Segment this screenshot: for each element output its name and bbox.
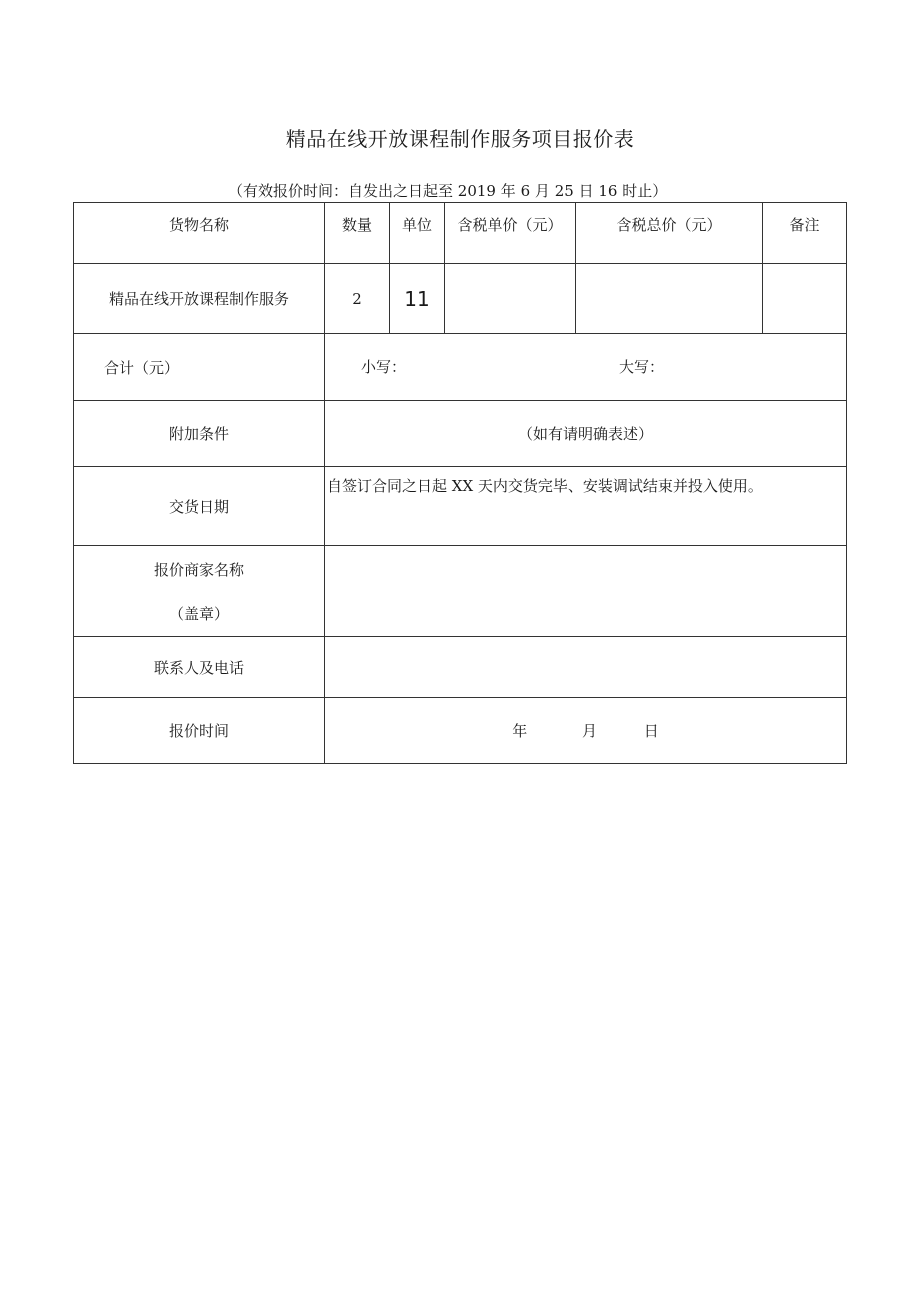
page-title: 精品在线开放课程制作服务项目报价表 — [285, 127, 635, 151]
header-total-price: 含税总价（元） — [576, 203, 763, 264]
validity-day: 25 — [554, 182, 574, 200]
quote-year-label: 年 — [512, 722, 528, 740]
total-small-label: 小写： — [361, 358, 407, 376]
table-row-delivery — [74, 467, 847, 546]
contact-label: 联系人及电话 — [74, 637, 325, 698]
quote-month-label: 月 — [581, 722, 597, 740]
item-unit: 11 — [390, 264, 445, 334]
item-quantity: 2 — [325, 264, 390, 334]
item-remark[interactable] — [763, 264, 847, 334]
quote-time-label: 报价时间 — [74, 698, 325, 764]
validity-day-unit: 日 — [578, 182, 594, 200]
item-unit-price[interactable] — [445, 264, 576, 334]
table-row-item — [74, 264, 847, 334]
validity-month: 6 — [520, 182, 531, 200]
item-total-price[interactable] — [576, 264, 763, 334]
table-row-contact — [74, 637, 847, 698]
header-unit-price: 含税单价（元） — [445, 203, 576, 264]
delivery-value[interactable]: 自签订合同之日起 XX 天内交货完毕、安装调试结束并投入使用。 — [325, 467, 847, 546]
header-goods-name: 货物名称 — [74, 203, 325, 264]
validity-close: 时止） — [622, 182, 668, 200]
validity-month-unit: 月 — [534, 182, 550, 200]
contact-value[interactable] — [325, 637, 847, 698]
table-row-total — [74, 334, 847, 401]
validity-note — [228, 180, 667, 201]
total-label: 合计（元） — [74, 334, 325, 401]
table-row-conditions — [74, 401, 847, 467]
validity-year-unit: 年 — [500, 182, 516, 200]
header-remark: 备注 — [763, 203, 847, 264]
item-name: 精品在线开放课程制作服务 — [74, 264, 325, 334]
total-amount-cell[interactable] — [325, 334, 847, 401]
header-unit: 单位 — [390, 203, 445, 264]
merchant-label-cell — [74, 546, 325, 637]
conditions-label: 附加条件 — [74, 401, 325, 467]
quotation-table — [73, 202, 847, 764]
table-header-row — [74, 203, 847, 264]
conditions-value[interactable]: （如有请明确表述） — [325, 401, 847, 467]
merchant-seal-label: （盖章） — [168, 605, 229, 623]
validity-hour: 16 — [598, 182, 618, 200]
total-big-label: 大写： — [619, 358, 665, 376]
validity-year: 2019 — [457, 182, 496, 200]
quote-day-label: 日 — [643, 722, 659, 740]
validity-open: （有效报价时间：自发出之日起至 — [228, 182, 454, 200]
table-row-quote-time — [74, 698, 847, 764]
quote-time-value[interactable] — [325, 698, 847, 764]
header-quantity: 数量 — [325, 203, 390, 264]
merchant-value[interactable] — [325, 546, 847, 637]
delivery-label: 交货日期 — [74, 467, 325, 546]
merchant-label: 报价商家名称 — [153, 561, 244, 579]
table-row-merchant — [74, 546, 847, 637]
